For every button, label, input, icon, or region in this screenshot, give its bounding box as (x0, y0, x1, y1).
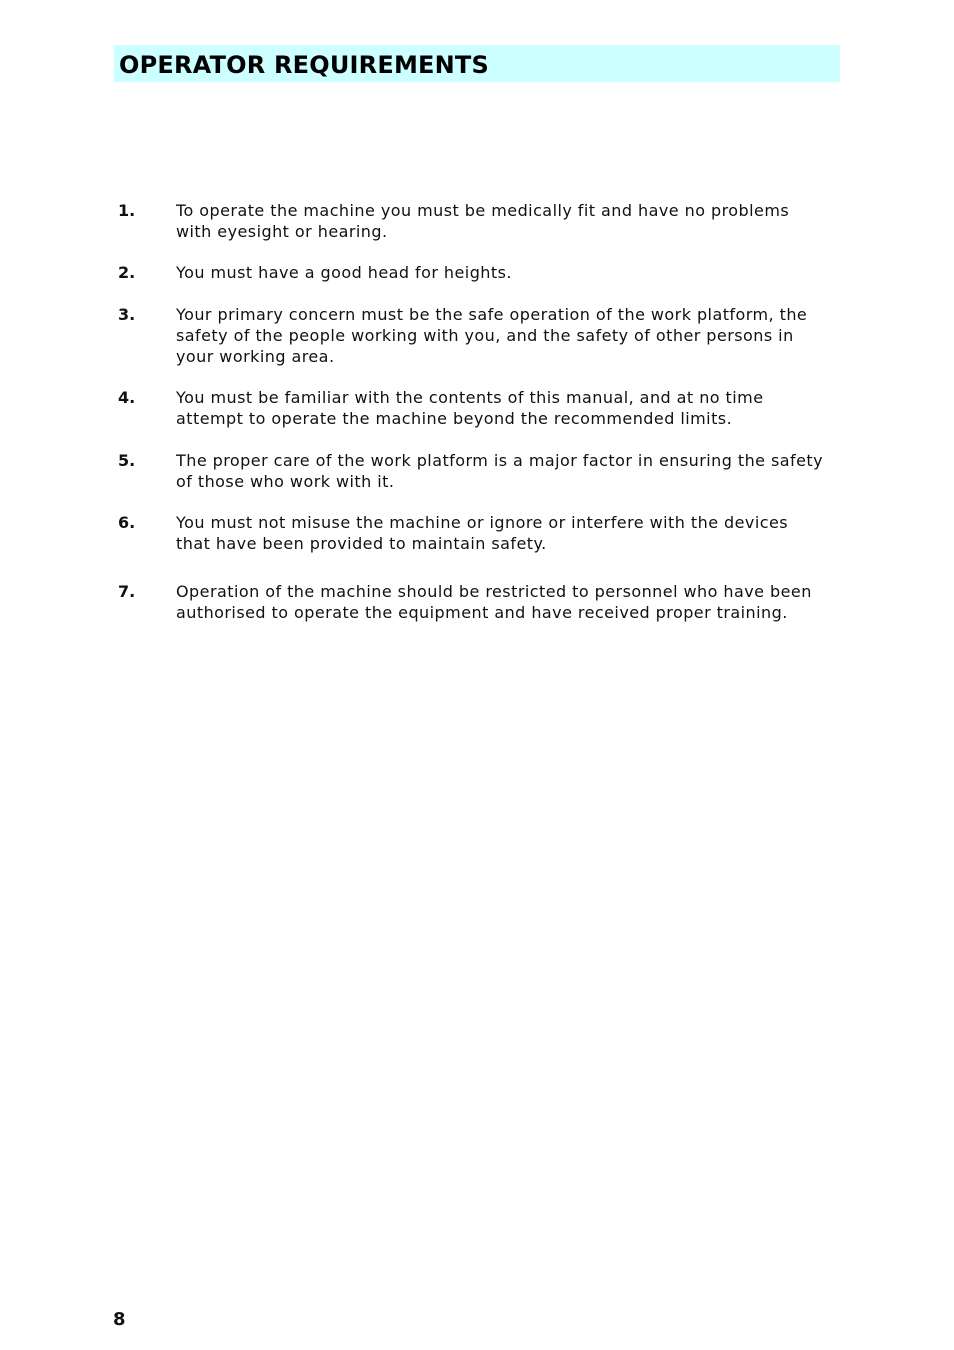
item-text: Operation of the machine should be restricted to personnel who have been authorised to operate the equipment and have received proper training. (176, 582, 812, 622)
item-number: 5. (118, 451, 136, 470)
page-title: OPERATOR REQUIREMENTS (119, 51, 489, 79)
item-number: 2. (118, 263, 136, 282)
item-text: You must have a good head for heights. (176, 263, 512, 282)
item-number: 3. (118, 305, 136, 324)
item-text: To operate the machine you must be medically fit and have no problems with eyesight or hearing. (176, 201, 790, 241)
item-number: 4. (118, 388, 136, 407)
item-number: 1. (118, 201, 136, 220)
item-text: You must be familiar with the contents of this manual, and at no time attempt to operate the machine beyond the recommended limits. (176, 388, 764, 428)
item-number: 7. (118, 582, 136, 601)
item-text: The proper care of the work platform is a major factor in ensuring the safety of those who work with it. (176, 451, 824, 491)
item-text: Your primary concern must be the safe operation of the work platform, the safety of the people working with you, and the safety of other persons in your working area. (176, 305, 808, 366)
page-number: 8 (113, 1309, 126, 1330)
section-header (114, 45, 840, 82)
item-number: 6. (118, 513, 136, 532)
item-text: You must not misuse the machine or ignore or interfere with the devices that have been provided to maintain safety. (176, 513, 789, 553)
